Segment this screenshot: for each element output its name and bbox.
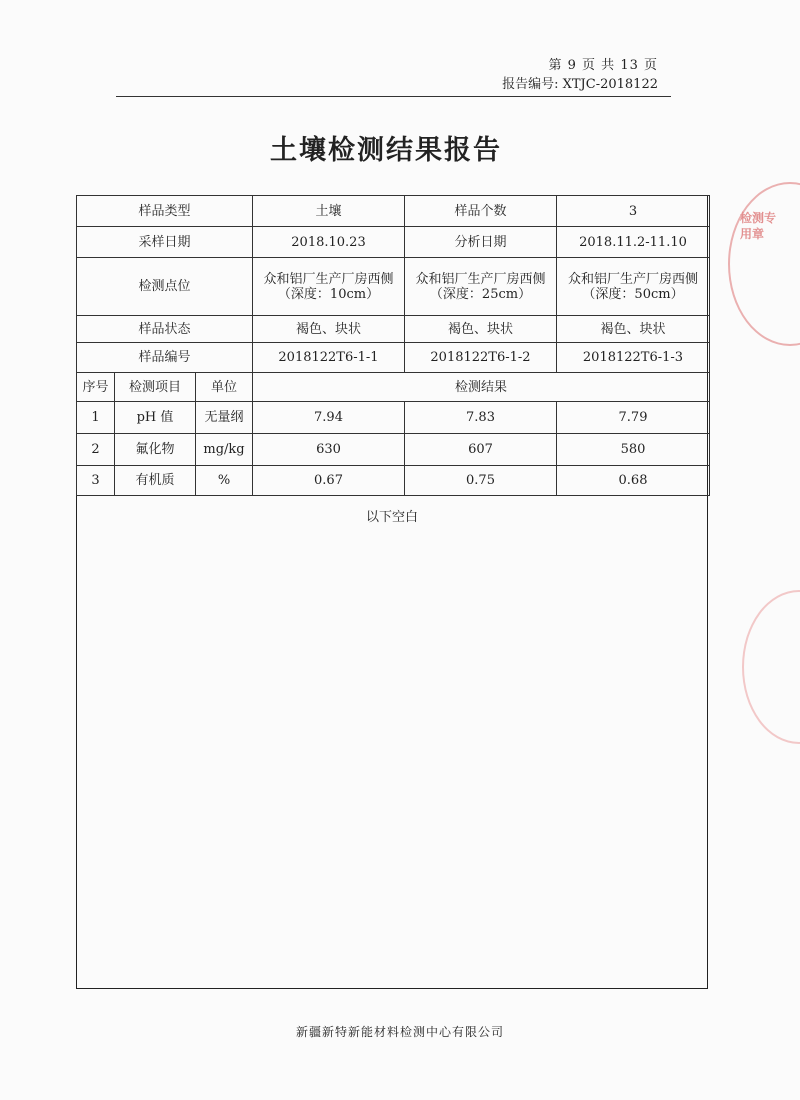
table-row: [77, 196, 710, 227]
row-value: 0.68: [557, 466, 710, 496]
official-seal-faint: [742, 590, 800, 744]
analysis-date-value: 2018.11.2-11.10: [557, 227, 710, 258]
report-number: 报告编号: XTJC-2018122: [502, 77, 658, 92]
sample-no-value: 2018122T6-1-1: [253, 343, 405, 373]
col-header-item: 检测项目: [115, 373, 196, 402]
header-divider: [116, 96, 671, 97]
company-footer: 新疆新特新能材料检测中心有限公司: [295, 1025, 504, 1039]
result-row: [77, 434, 710, 466]
location-depth: （深度：25cm）: [429, 286, 532, 302]
table-row: [77, 316, 710, 343]
official-seal: [728, 182, 800, 346]
location-depth: （深度：10cm）: [277, 286, 380, 302]
row-no: 2: [77, 434, 115, 466]
row-value: 580: [557, 434, 710, 466]
row-value: 0.67: [253, 466, 405, 496]
page-info: 第 9 页 共 13 页: [548, 58, 658, 73]
analysis-date-label: 分析日期: [405, 227, 557, 258]
sample-no-value: 2018122T6-1-2: [405, 343, 557, 373]
blank-below-note: 以下空白: [365, 510, 418, 525]
row-no: 1: [77, 402, 115, 434]
sample-no-value: 2018122T6-1-3: [557, 343, 710, 373]
location-cell: [253, 258, 405, 316]
col-header-no: 序号: [77, 373, 115, 402]
sample-no-label: 样品编号: [77, 343, 253, 373]
row-unit: mg/kg: [196, 434, 253, 466]
sample-count-value: 3: [557, 196, 710, 227]
sampling-date-value: 2018.10.23: [253, 227, 405, 258]
table-row: [77, 343, 710, 373]
row-item: pH 值: [115, 402, 196, 434]
row-value: 607: [405, 434, 557, 466]
location-name: 众和铝厂生产厂房西侧: [263, 271, 394, 287]
table-row: [77, 227, 710, 258]
row-unit: %: [196, 466, 253, 496]
page-title: 土壤检测结果报告: [270, 135, 502, 166]
row-unit: 无量纲: [196, 402, 253, 434]
table-row: [77, 258, 710, 316]
location-depth: （深度：50cm）: [582, 286, 684, 302]
results-table: [76, 195, 710, 496]
location-cell: [405, 258, 557, 316]
result-row: [77, 402, 710, 434]
sample-state-value: 褐色、块状: [253, 316, 405, 343]
row-item: 有机质: [115, 466, 196, 496]
sampling-date-label: 采样日期: [77, 227, 253, 258]
col-header-unit: 单位: [196, 373, 253, 402]
sample-state-label: 样品状态: [77, 316, 253, 343]
sample-count-label: 样品个数: [405, 196, 557, 227]
location-name: 众和铝厂生产厂房西侧: [567, 271, 698, 287]
row-value: 7.83: [405, 402, 557, 434]
result-row: [77, 466, 710, 496]
row-value: 0.75: [405, 466, 557, 496]
sample-state-value: 褐色、块状: [557, 316, 710, 343]
seal-text: 检测专用章: [740, 211, 777, 241]
sample-state-value: 褐色、块状: [405, 316, 557, 343]
col-header-result: 检测结果: [253, 373, 710, 402]
row-item: 氟化物: [115, 434, 196, 466]
sample-type-label: 样品类型: [77, 196, 253, 227]
location-label: 检测点位: [77, 258, 253, 316]
location-cell: [557, 258, 710, 316]
results-header-row: [77, 373, 710, 402]
sample-type-value: 土壤: [253, 196, 405, 227]
row-value: 7.94: [253, 402, 405, 434]
row-value: 7.79: [557, 402, 710, 434]
row-no: 3: [77, 466, 115, 496]
row-value: 630: [253, 434, 405, 466]
location-name: 众和铝厂生产厂房西侧: [415, 271, 546, 287]
